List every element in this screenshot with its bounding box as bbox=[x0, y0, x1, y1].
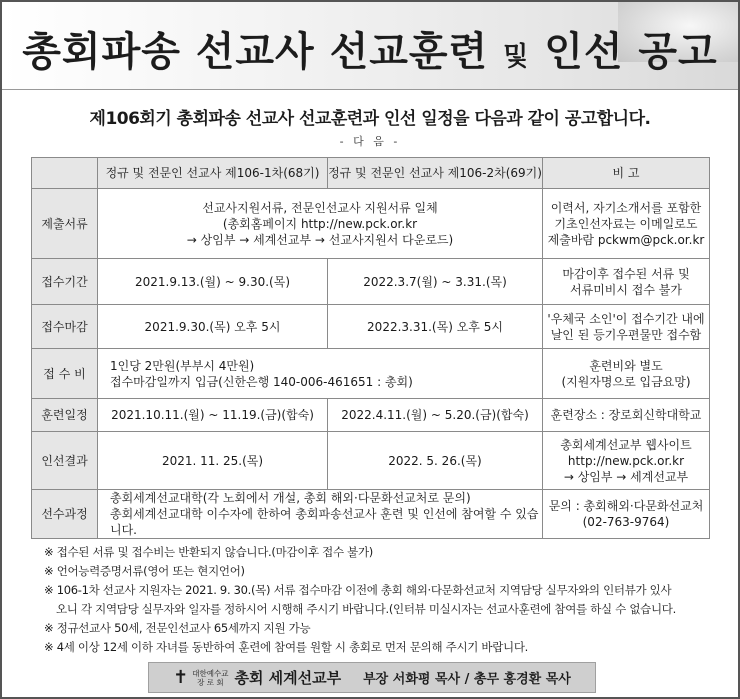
header-round1: 정규 및 전문인 선교사 제106-1차(68기) bbox=[98, 158, 328, 189]
note-item: ※ 4세 이상 12세 이하 자녀를 동반하여 훈련에 참여를 원할 시 총회로 먼저 문의해 주시기 바랍니다. bbox=[44, 640, 529, 654]
row-note: 문의 : 총회해외·다문화선교처 (02-763-9764) bbox=[543, 490, 710, 539]
note-item: ※ 정규선교사 50세, 전문인선교사 65세까지 지원 가능 bbox=[44, 621, 311, 635]
row-round1-cell: 2021. 11. 25.(목) bbox=[98, 432, 328, 490]
row-label: 제출서류 bbox=[32, 189, 98, 259]
logo-line: 대한예수교 bbox=[192, 668, 229, 678]
table-header-row bbox=[32, 158, 710, 189]
row-round1-cell: 2021.10.11.(월) ~ 11.19.(금)(합숙) bbox=[98, 399, 328, 432]
row-merged-cell: 1인당 2만원(부부시 4만원) 접수마감일까지 입금(신한은행 140-006-461651 : 총회) bbox=[98, 349, 543, 399]
row-merged-cell: 총회세계선교대학(각 노회에서 개설, 총회 해외·다문화선교처로 문의) 총회세계선교대학 이수자에 한하여 총회파송선교사 훈련 및 인선에 참여할 수 있습니다. bbox=[98, 490, 543, 539]
row-round2-cell: 2022.3.7(월) ~ 3.31.(목) bbox=[328, 259, 543, 305]
note-item-continuation: 오니 각 지역담당 실무자와 일자를 정하시어 시행해 주시기 바랍니다.(인터뷰 미실시자는 선교사훈련에 참여를 하실 수 없습니다. bbox=[56, 602, 676, 616]
schedule-table bbox=[31, 157, 710, 539]
row-round1-cell: 2021.9.30.(목) 오후 5시 bbox=[98, 305, 328, 349]
row-note: 총회세계선교부 웹사이트 http://new.pck.or.kr → 상임부 → 세계선교부 bbox=[543, 432, 710, 490]
note-item: ※ 언어능력증명서류(영어 또는 현지언어) bbox=[44, 564, 245, 578]
notice-subtitle: 제106회기 총회파송 선교사 선교훈련과 인선 일정을 다음과 같이 공고합니다. bbox=[89, 109, 651, 129]
row-note: 마감이후 접수된 서류 및 서류미비시 접수 불가 bbox=[543, 259, 710, 305]
issuer-officers: 부장 서화평 목사 / 총무 홍경환 목사 bbox=[363, 672, 571, 687]
table-row bbox=[32, 259, 710, 305]
row-label: 접 수 비 bbox=[32, 349, 98, 399]
header-blank bbox=[32, 158, 98, 189]
section-marker: - 다 음 - bbox=[339, 135, 401, 148]
row-label: 인선결과 bbox=[32, 432, 98, 490]
notice-title: 총회파송 선교사 선교훈련 및 인선 공고 bbox=[22, 29, 718, 75]
table-row bbox=[32, 490, 710, 539]
note-item: ※ 접수된 서류 및 접수비는 반환되지 않습니다.(마감이후 접수 불가) bbox=[44, 545, 373, 559]
row-label: 선수과정 bbox=[32, 490, 98, 539]
row-note: '우체국 소인'이 접수기간 내에 날인 된 등기우편물만 접수함 bbox=[543, 305, 710, 349]
row-label: 접수마감 bbox=[32, 305, 98, 349]
row-round2-cell: 2022.3.31.(목) 오후 5시 bbox=[328, 305, 543, 349]
header-round2: 정규 및 전문인 선교사 제106-2차(69기) bbox=[328, 158, 543, 189]
row-note: 훈련장소 : 장로회신학대학교 bbox=[543, 399, 710, 432]
notes-list bbox=[44, 543, 724, 657]
table-row bbox=[32, 349, 710, 399]
table-row bbox=[32, 305, 710, 349]
row-note: 훈련비와 별도 (지원자명으로 입금요망) bbox=[543, 349, 710, 399]
row-merged-cell: 선교사지원서류, 전문인선교사 지원서류 일체 (총회홈페이지 http://new.pck.or.kr → 상임부 → 세계선교부 → 선교사지원서 다운로드) bbox=[98, 189, 543, 259]
title-banner bbox=[2, 2, 738, 90]
issuer-organization: 총회 세계선교부 bbox=[234, 669, 342, 687]
cross-icon: ✝ bbox=[173, 667, 189, 688]
row-label: 훈련일정 bbox=[32, 399, 98, 432]
row-note: 이력서, 자기소개서를 포함한 기초인선자료는 이메일로도 제출바람 pckwm@pck.or.kr bbox=[543, 189, 710, 259]
table-row bbox=[32, 189, 710, 259]
row-round1-cell: 2021.9.13.(월) ~ 9.30.(목) bbox=[98, 259, 328, 305]
issuer-footer bbox=[148, 662, 596, 693]
table-row bbox=[32, 399, 710, 432]
row-round2-cell: 2022.4.11.(월) ~ 5.20.(금)(합숙) bbox=[328, 399, 543, 432]
header-remarks: 비 고 bbox=[543, 158, 710, 189]
logo-line: 장 로 회 bbox=[197, 677, 224, 687]
table-row bbox=[32, 432, 710, 490]
row-round2-cell: 2022. 5. 26.(목) bbox=[328, 432, 543, 490]
denomination-logo bbox=[173, 667, 228, 688]
note-item: ※ 106-1차 선교사 지원자는 2021. 9. 30.(목) 서류 접수마감 이전에 총회 해외·다문화선교처 지역담당 실무자와의 인터뷰가 있사 bbox=[44, 583, 672, 597]
row-label: 접수기간 bbox=[32, 259, 98, 305]
